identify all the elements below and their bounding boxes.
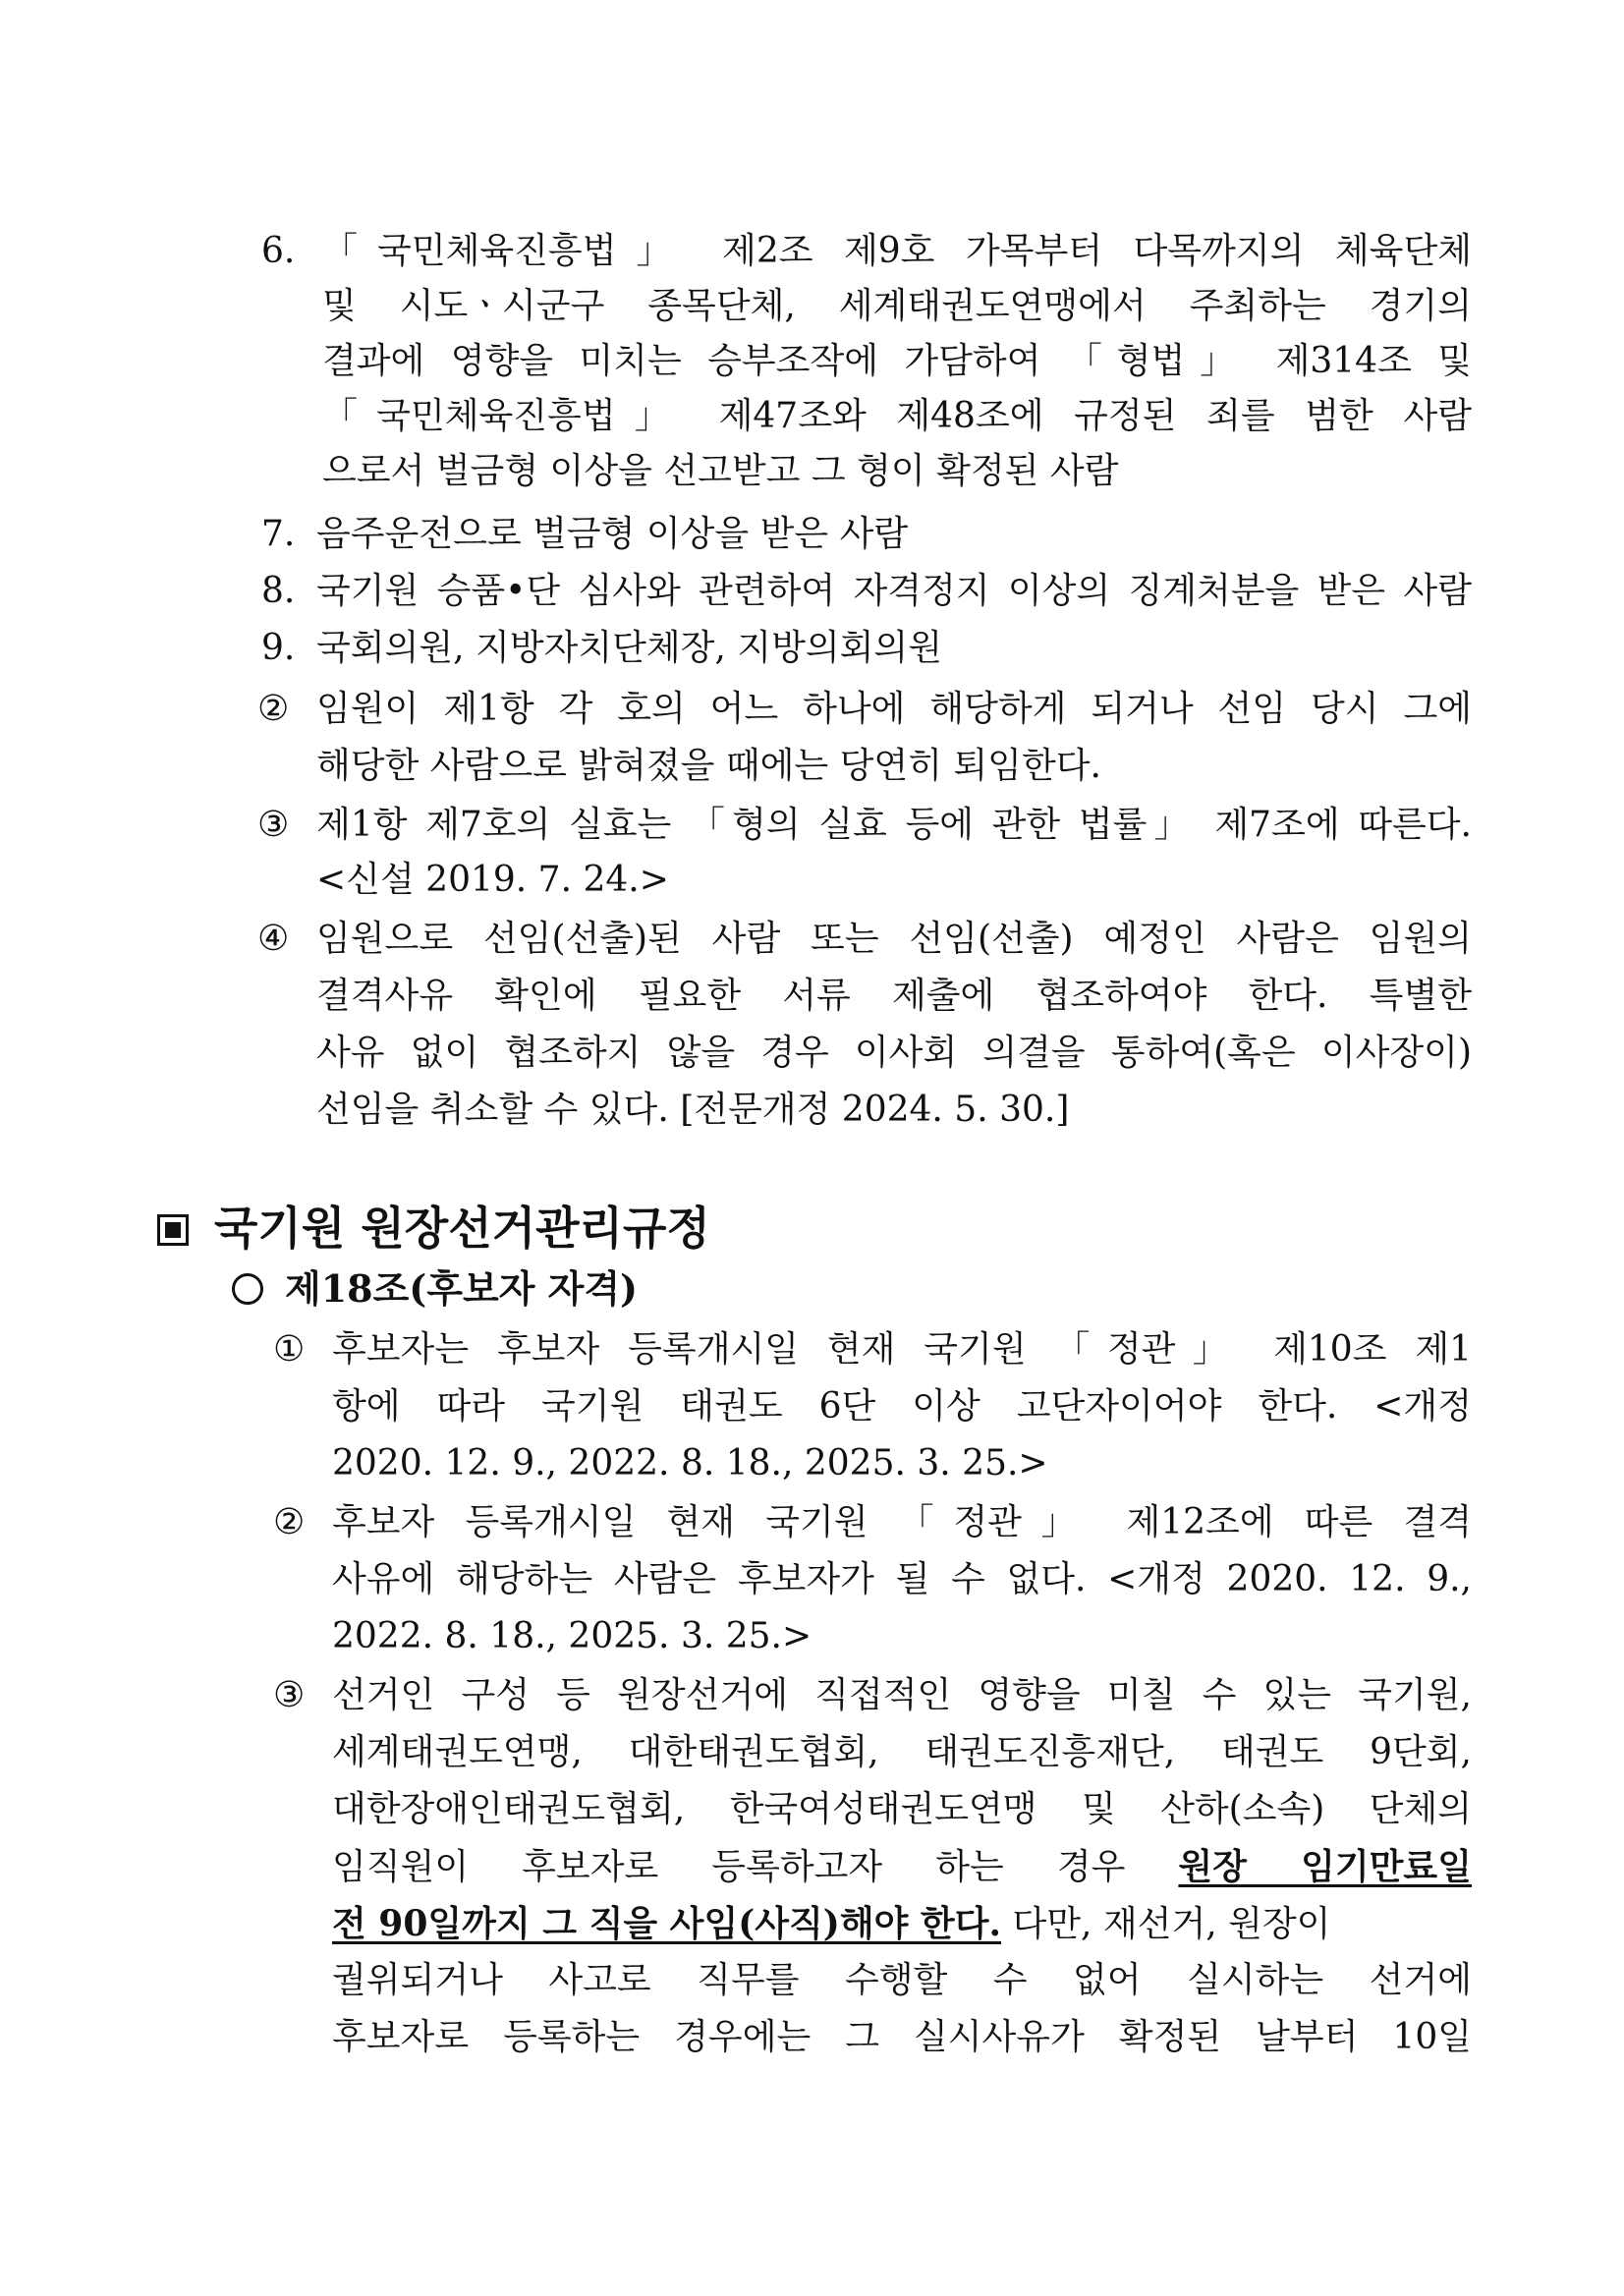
- clause-line-with-emphasis: [332, 1896, 1330, 1951]
- clause-line: 궐위되거나 사고로 직무를 수행할 수 없어 실시하는 선거에: [332, 1960, 1472, 2000]
- filled-square-bullet-icon: [157, 1214, 189, 1246]
- clause-marker: ②: [273, 1502, 306, 1542]
- item-line: 「국민체육진흥법」 제47조와 제48조에 규정된 죄를 범한 사람: [322, 396, 1472, 436]
- paragraph-marker: ④: [257, 919, 290, 959]
- article-title: 제18조(후보자 자격): [285, 1266, 639, 1311]
- clause-line: 2020. 12. 9., 2022. 8. 18., 2025. 3. 25.>: [332, 1443, 1048, 1484]
- paragraph-line: 임원으로 선임(선출)된 사람 또는 선임(선출) 예정인 사람은 임원의: [316, 919, 1472, 959]
- item-line: 국회의원, 지방자치단체장, 지방의회의원: [316, 628, 942, 668]
- clause-line: 대한장애인태권도협회, 한국여성태권도연맹 및 산하(소속) 단체의: [332, 1789, 1472, 1829]
- section-title: 국기원 원장선거관리규정: [214, 1202, 710, 1255]
- item-marker: 8.: [261, 571, 296, 611]
- item-marker: 7.: [261, 514, 296, 554]
- clause-line: 후보자 등록개시일 현재 국기원 「정관」 제12조에 따른 결격: [332, 1502, 1472, 1542]
- item-line: 으로서 벌금형 이상을 선고받고 그 형이 확정된 사람: [322, 451, 1119, 491]
- clause-text: 다만, 재선거, 원장이: [1001, 1904, 1331, 1944]
- paragraph-line: 선임을 취소할 수 있다. [전문개정 2024. 5. 30.]: [316, 1090, 1070, 1130]
- clause-text: 임직원이 후보자로 등록하고자 하는 경우: [332, 1847, 1126, 1887]
- paragraph-line: 사유 없이 협조하지 않을 경우 이사회 의결을 통하여(혹은 이사장이): [316, 1033, 1472, 1073]
- clause-marker: ③: [273, 1675, 306, 1715]
- circle-bullet-icon: [232, 1273, 263, 1305]
- paragraph-line: 결격사유 확인에 필요한 서류 제출에 협조하여야 한다. 특별한: [316, 976, 1472, 1016]
- clause-line: 세계태권도연맹, 대한태권도협회, 태권도진흥재단, 태권도 9단회,: [332, 1732, 1472, 1772]
- item-marker: 6.: [261, 231, 296, 271]
- emphasized-text: 전 90일까지 그 직을 사임(사직)해야 한다.: [332, 1903, 1002, 1944]
- emphasized-text: 원장 임기만료일: [1178, 1846, 1472, 1887]
- clause-line: 항에 따라 국기원 태권도 6단 이상 고단자이어야 한다. <개정: [332, 1386, 1472, 1427]
- paragraph-line: 제1항 제7호의 실효는 「형의 실효 등에 관한 법률」 제7조에 따른다.: [316, 805, 1472, 845]
- item-line: 「국민체육진흥법」 제2조 제9호 가목부터 다목까지의 체육단체: [322, 231, 1472, 271]
- clause-line: 사유에 해당하는 사람은 후보자가 될 수 없다. <개정 2020. 12. 9.,: [332, 1559, 1472, 1599]
- clause-line-with-emphasis: [332, 1839, 1472, 1894]
- article-heading: [232, 1261, 638, 1316]
- paragraph-marker: ③: [257, 805, 290, 845]
- item-line: 결과에 영향을 미치는 승부조작에 가담하여 「형법」 제314조 및: [322, 341, 1472, 381]
- clause-line: 선거인 구성 등 원장선거에 직접적인 영향을 미칠 수 있는 국기원,: [332, 1675, 1472, 1715]
- clause-line: 2022. 8. 18., 2025. 3. 25.>: [332, 1616, 812, 1656]
- item-line: 국기원 승품•단 심사와 관련하여 자격정지 이상의 징계처분을 받은 사람: [316, 571, 1472, 611]
- clause-marker: ①: [273, 1329, 306, 1370]
- paragraph-line: <신설 2019. 7. 24.>: [316, 860, 669, 900]
- paragraph-line: 해당한 사람으로 밝혀졌을 때에는 당연히 퇴임한다.: [316, 746, 1101, 786]
- item-line: 음주운전으로 벌금형 이상을 받은 사람: [316, 514, 909, 554]
- item-line: 및 시도ㆍ시군구 종목단체, 세계태권도연맹에서 주최하는 경기의: [322, 286, 1472, 326]
- item-marker: 9.: [261, 628, 296, 668]
- section-heading: [157, 1197, 710, 1260]
- paragraph-marker: ②: [257, 689, 290, 729]
- paragraph-line: 임원이 제1항 각 호의 어느 하나에 해당하게 되거나 선임 당시 그에: [316, 689, 1472, 729]
- clause-line: 후보자로 등록하는 경우에는 그 실시사유가 확정된 날부터 10일: [332, 2017, 1473, 2057]
- clause-line: 후보자는 후보자 등록개시일 현재 국기원 「정관」 제10조 제1: [332, 1329, 1472, 1370]
